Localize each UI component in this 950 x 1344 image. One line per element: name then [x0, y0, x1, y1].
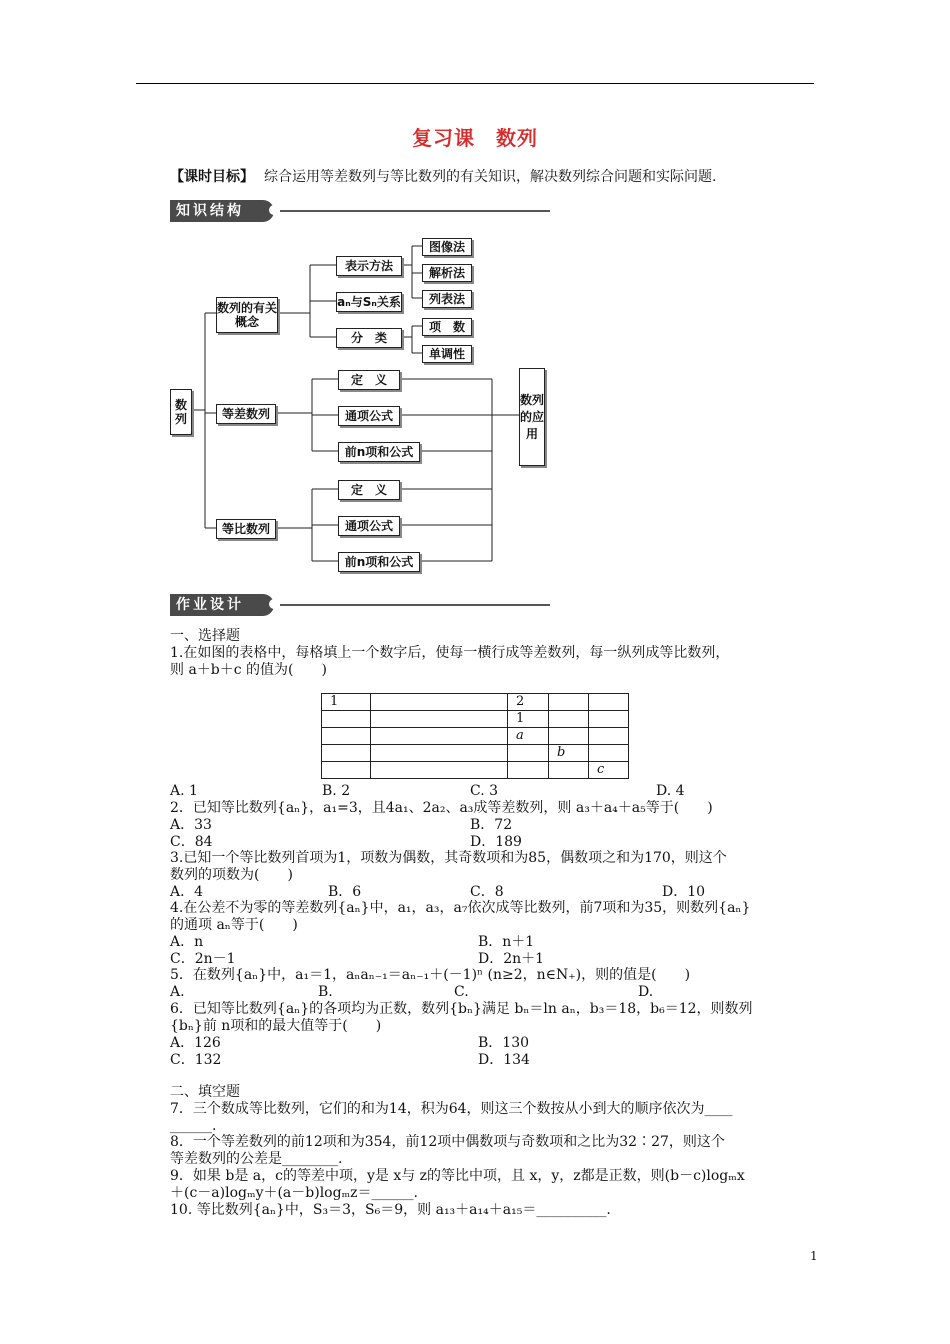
root-box: 数列: [170, 389, 192, 435]
q3-option-d: D．10: [662, 884, 706, 900]
table-cell: 1: [322, 694, 371, 711]
page-title: 复习课 数列: [412, 126, 538, 150]
q1-line1: 1.在如图的表格中，每格填上一个数字后，使每一横行成等差数列，每一纵列成等比数列，: [170, 645, 730, 661]
page-number: 1: [810, 1249, 818, 1263]
q3-option-a: A．4: [170, 884, 204, 900]
arith-sum-box: 前n项和公式: [338, 442, 420, 462]
part2-heading: 二、填空题: [170, 1084, 240, 1100]
homework-banner: [170, 592, 550, 618]
q1-line2: 则 a＋b＋c 的值为( ): [170, 662, 327, 678]
q7-line1: 7．三个数成等比数列，它们的和为14，积为64，则这三个数按从小到大的顺序依次为____: [170, 1101, 733, 1117]
q4-line2: 的通项 aₙ等于( ): [170, 917, 298, 933]
q4-line1: 4.在公差不为零的等差数列{aₙ}中，a₁，a₃，a₇依次成等比数列，前7项和为35，则数列{aₙ}: [170, 900, 751, 916]
q1-option-b: B. 2: [322, 783, 351, 799]
q4-option-d: D．2n＋1: [478, 951, 545, 967]
table-cell: [371, 745, 508, 762]
list-method-box: 列表法: [422, 290, 472, 308]
table-cell: b: [549, 745, 589, 762]
table-cell: [322, 711, 371, 728]
table-row: [322, 762, 629, 779]
objective-label: 【课时目标】: [170, 169, 254, 185]
table-cell: [371, 711, 508, 728]
q6-option-a: A．126: [170, 1035, 221, 1051]
table-cell: 2: [508, 694, 549, 711]
table-row: [322, 745, 629, 762]
knowledge-heading: 知识结构: [170, 200, 274, 222]
arith-def-box: 定 义: [338, 370, 400, 390]
arith-box: 等差数列: [216, 404, 276, 424]
q1-option-a: A. 1: [170, 783, 198, 799]
table-cell: [549, 762, 589, 779]
arith-general-box: 通项公式: [338, 406, 400, 426]
q6-option-c: C．132: [170, 1052, 222, 1068]
q5-option-a: A.: [170, 984, 185, 1000]
concept-box: 数列的有关概念: [216, 297, 278, 333]
classify-box: 分 类: [336, 328, 402, 348]
q2-option-b: B．72: [470, 817, 513, 833]
q10-line1: 10. 等比数列{aₙ}中，S₃＝3，S₆＝9，则 a₁₃＋a₁₄＋a₁₅＝__________.: [170, 1202, 611, 1218]
q6-option-b: B．130: [478, 1035, 530, 1051]
table-cell: [371, 762, 508, 779]
q2-option-d: D．189: [470, 834, 522, 850]
q6-line2: {bₙ}前 n项和的最大值等于( ): [170, 1018, 382, 1034]
table-row: [322, 728, 629, 745]
q7-line2: ______.: [170, 1118, 217, 1134]
q9-line1: 9．如果 b是 a，c的等差中项，y是 x与 z的等比中项，且 x，y，z都是正数，则(b－c)logₘx: [170, 1168, 745, 1184]
table-cell: [589, 728, 629, 745]
q4-option-c: C．2n－1: [170, 951, 236, 967]
table-cell: [322, 728, 371, 745]
table-cell: [589, 745, 629, 762]
q5-option-b: B.: [318, 984, 333, 1000]
objective: [170, 169, 716, 186]
q9-line2: ＋(c－a)logₘy＋(a－b)logₘz＝______.: [170, 1185, 418, 1201]
geo-general-box: 通项公式: [338, 516, 400, 536]
table-cell: [508, 762, 549, 779]
q1-option-c: C. 3: [470, 783, 499, 799]
q5-option-d: D.: [638, 984, 654, 1000]
q4-option-a: A．n: [170, 934, 204, 950]
analytic-method-box: 解析法: [422, 264, 472, 282]
q2-option-a: A．33: [170, 817, 212, 833]
table-cell: [322, 762, 371, 779]
geo-box: 等比数列: [216, 519, 276, 539]
q1-table: [321, 693, 629, 779]
part1-heading: 一、选择题: [170, 628, 240, 644]
relation-box: aₙ与Sₙ关系: [336, 292, 402, 312]
graph-method-box: 图像法: [422, 238, 472, 256]
q6-line1: 6．已知等比数列{aₙ}的各项均为正数，数列{bₙ}满足 bₙ＝ln aₙ，b₃＝18，b₆＝12，则数列: [170, 1001, 753, 1017]
objective-text: 综合运用等差数列与等比数列的有关知识，解决数列综合问题和实际问题.: [264, 169, 717, 185]
q1-option-d: D. 4: [656, 783, 685, 799]
table-cell: [508, 745, 549, 762]
table-cell: [371, 694, 508, 711]
q8-line1: 8．一个等差数列的前12项和为354，前12项中偶数项与奇数项和之比为32∶27，则这个: [170, 1134, 725, 1150]
table-row: [322, 711, 629, 728]
representation-box: 表示方法: [336, 256, 402, 276]
q4-option-b: B．n＋1: [478, 934, 535, 950]
q6-option-d: D．134: [478, 1052, 530, 1068]
q2-line1: 2．已知等比数列{aₙ}，a₁=3，且4a₁、2a₂、a₃成等差数列，则 a₃＋a₄＋a₅等于( ): [170, 800, 713, 816]
table-row: [322, 694, 629, 711]
geo-sum-box: 前n项和公式: [338, 552, 420, 572]
header-rule: [136, 83, 814, 84]
q3-option-b: B．6: [328, 884, 362, 900]
term-count-box: 项 数: [422, 318, 472, 336]
table-cell: 1: [508, 711, 549, 728]
q3-line1: 3.已知一个等比数列首项为1，项数为偶数，其奇数项和为85，偶数项之和为170，则这个: [170, 850, 727, 866]
q3-line2: 数列的项数为( ): [170, 867, 293, 883]
table-cell: a: [508, 728, 549, 745]
q5-line1: 5．在数列{aₙ}中，a₁＝1，aₙaₙ₋₁＝aₙ₋₁＋(－1)ⁿ (n≥2，n∈N₊)，则的值是( ): [170, 967, 691, 983]
geo-def-box: 定 义: [338, 480, 400, 500]
table-cell: [549, 694, 589, 711]
knowledge-banner: [170, 198, 550, 224]
table-cell: [322, 745, 371, 762]
q3-option-c: C．8: [470, 884, 504, 900]
q5-option-c: C.: [454, 984, 469, 1000]
table-cell: [589, 694, 629, 711]
table-cell: [549, 728, 589, 745]
table-cell: [589, 711, 629, 728]
q8-line2: 等差数列的公差是________.: [170, 1151, 343, 1167]
table-cell: [549, 711, 589, 728]
application-box: 数列的应用: [519, 368, 545, 466]
monotonicity-box: 单调性: [422, 345, 472, 363]
q2-option-c: C．84: [170, 834, 213, 850]
homework-heading: 作业设计: [170, 594, 274, 616]
table-cell: [371, 728, 508, 745]
table-cell: c: [589, 762, 629, 779]
